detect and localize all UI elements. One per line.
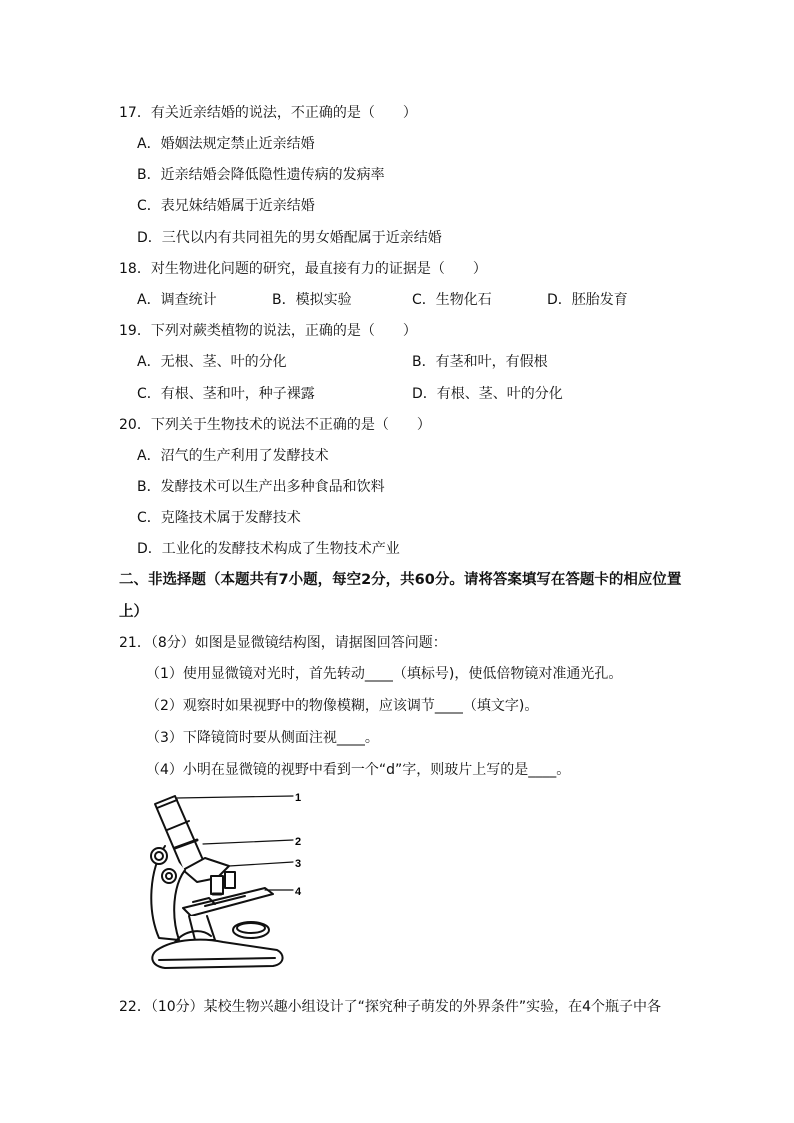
q19-option-c: C．有根、茎和叶，种子裸露	[137, 386, 315, 402]
q21-part-1: （1）使用显微镜对光时，首先转动____（填标号)，使低倍物镜对准通光孔。	[146, 666, 623, 682]
q17-option-c: C．表兄妹结婚属于近亲结婚	[137, 198, 315, 214]
q18-stem: 18．对生物进化问题的研究，最直接有力的证据是（ ）	[119, 261, 487, 277]
q17-option-a: A．婚姻法规定禁止近亲结婚	[137, 136, 315, 152]
q20-option-d: D．工业化的发酵技术构成了生物技术产业	[137, 541, 400, 557]
q19-option-d: D．有根、茎、叶的分化	[412, 386, 563, 402]
q17-stem: 17．有关近亲结婚的说法，不正确的是（ ）	[119, 105, 417, 121]
q21-stem: 21．（8分）如图是显微镜结构图，请据图回答问题：	[119, 635, 447, 651]
q21-part-2: （2）观察时如果视野中的物像模糊，应该调节____（填文字)。	[146, 698, 539, 714]
q18-option-d: D．胚胎发育	[547, 292, 628, 308]
q20-stem: 20．下列关于生物技术的说法不正确的是（ ）	[119, 417, 431, 433]
q18-option-c: C．生物化石	[412, 292, 492, 308]
q21-part-4: （4）小明在显微镜的视野中看到一个“d”字，则玻片上写的是____。	[146, 762, 571, 778]
figure-label-1: 1	[295, 792, 302, 804]
section2-heading-cont: 上）	[119, 604, 148, 620]
microscope-figure	[145, 790, 320, 980]
q21-part-3: （3）下降镜筒时要从侧面注视____。	[146, 730, 379, 746]
q20-option-a: A．沼气的生产利用了发酵技术	[137, 448, 329, 464]
q19-option-b: B．有茎和叶，有假根	[412, 354, 548, 370]
q18-option-b: B．模拟实验	[272, 292, 352, 308]
q18-option-a: A．调查统计	[137, 292, 217, 308]
figure-label-3: 3	[295, 858, 302, 870]
figure-label-2: 2	[295, 836, 302, 848]
q20-option-c: C．克隆技术属于发酵技术	[137, 510, 301, 526]
section2-heading: 二、非选择题（本题共有7小题，每空2分，共60分。请将答案填写在答题卡的相应位置	[119, 572, 682, 588]
q17-option-b: B．近亲结婚会降低隐性遗传病的发病率	[137, 167, 385, 183]
q19-stem: 19．下列对蕨类植物的说法，正确的是（ ）	[119, 323, 417, 339]
figure-label-4: 4	[295, 886, 302, 898]
q17-option-d: D．三代以内有共同祖先的男女婚配属于近亲结婚	[137, 230, 442, 246]
q22-stem: 22．（10分）某校生物兴趣小组设计了“探究种子萌发的外界条件”实验，在4个瓶子中各	[119, 999, 662, 1015]
q19-option-a: A．无根、茎、叶的分化	[137, 354, 287, 370]
q20-option-b: B．发酵技术可以生产出多种食品和饮料	[137, 479, 385, 495]
